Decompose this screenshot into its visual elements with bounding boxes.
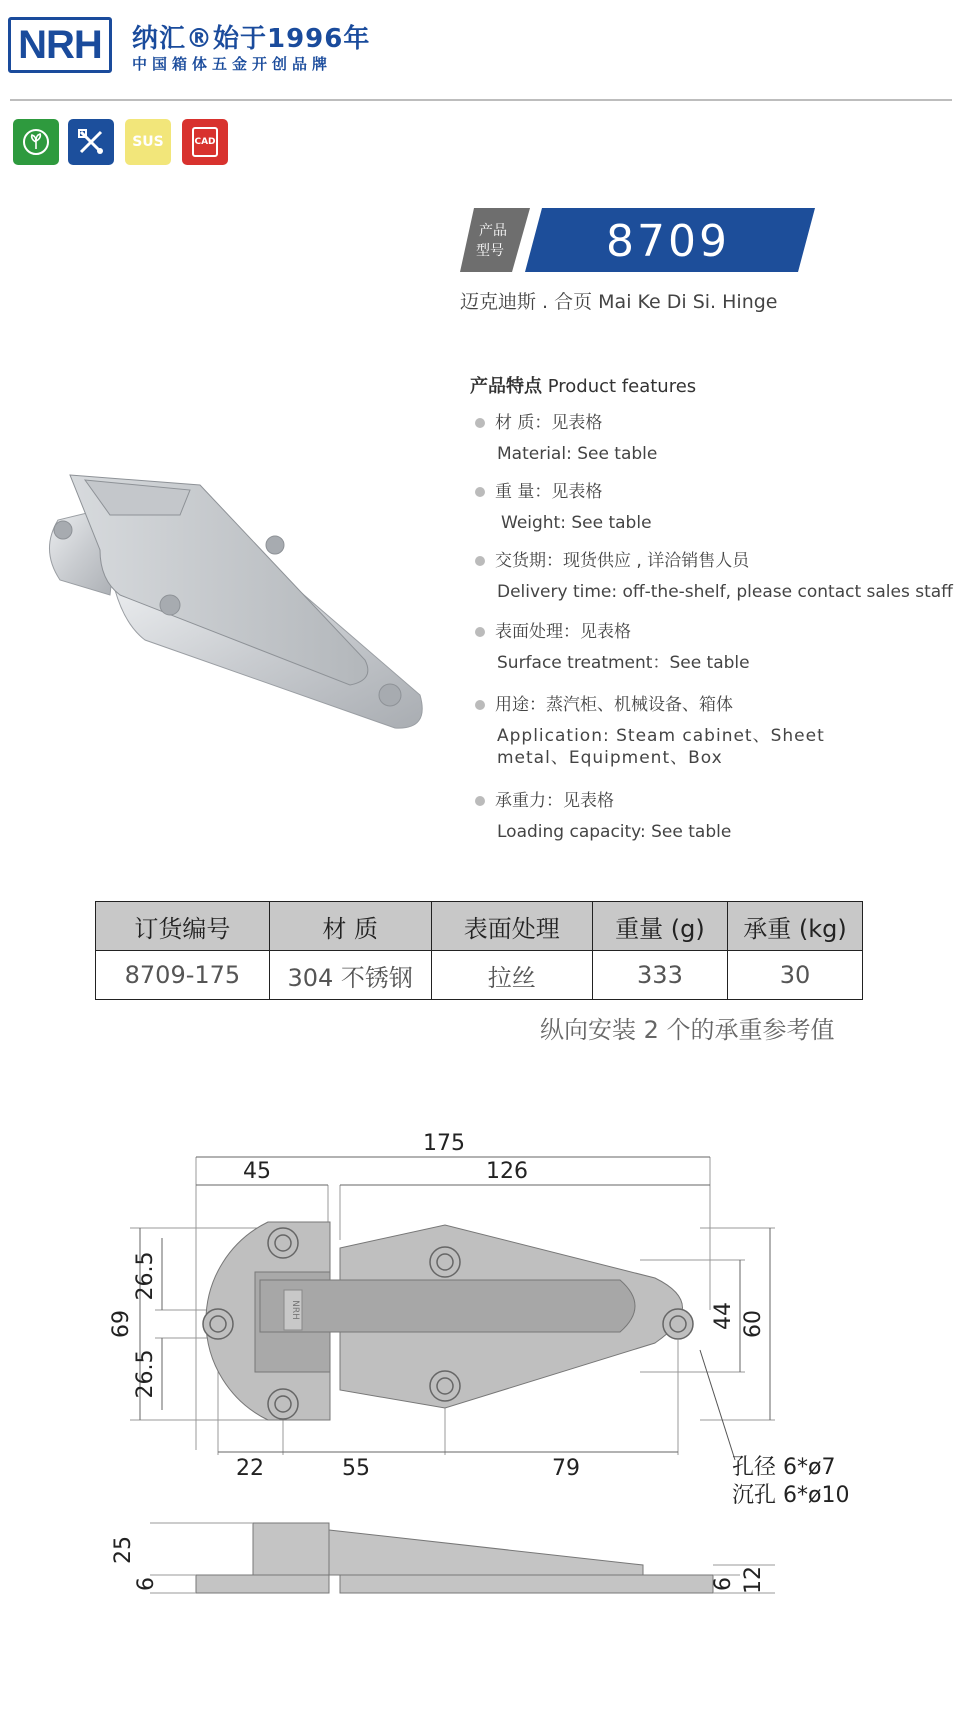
features-title [470,372,696,398]
brand-title: 纳汇®始于1996年 [132,24,371,54]
feature-material: 材 质：见表格 Material: See table [475,408,657,465]
dim-45: 45 [243,1159,271,1184]
dim-22: 22 [236,1456,264,1481]
spec-table [95,901,863,1000]
bullet-icon [475,487,485,497]
dim-6-left: 6 [134,1577,159,1591]
dim-126: 126 [486,1159,528,1184]
table-header-row [96,902,863,951]
feature-weight: 重 量：见表格 Weight: See table [475,477,652,534]
brand-tagline: 中国箱体五金开创品牌 [132,55,333,73]
feature-loading: 承重力：见表格 Loading capacity: See table [475,786,731,843]
features-title-en: Product features [547,376,697,397]
stamp-label: NRH [290,1300,300,1320]
dim-60: 60 [741,1310,766,1338]
dim-12: 12 [741,1566,766,1594]
model-label-2: 型号 [476,243,504,259]
nrh-logo: NRH [8,17,112,73]
features-title-cn: 产品特点 [470,376,542,397]
model-tag-grey [460,208,530,272]
dim-79: 79 [552,1456,580,1481]
dim-175: 175 [423,1131,465,1156]
model-number: 8709 [606,216,730,267]
col-load: 承重 (kg) [727,902,862,951]
cell-surface: 拉丝 [431,951,592,1000]
bullet-icon [475,700,485,710]
dim-26-5-bottom: 26.5 [133,1349,158,1399]
model-label-1: 产品 [479,223,507,239]
cell-material: 304 不锈钢 [269,951,431,1000]
dim-69: 69 [109,1310,134,1338]
cad-icon: CAD [182,119,228,165]
eco-leaf-icon [13,119,59,165]
cell-load: 30 [727,951,862,1000]
dim-55: 55 [342,1456,370,1481]
cell-weight: 333 [592,951,727,1000]
hole-note-1: 孔径 6*ø7 [732,1455,836,1480]
bullet-icon [475,556,485,566]
technical-drawing [0,1110,960,1610]
tools-icon [68,119,114,165]
bullet-icon [475,627,485,637]
feature-application: 用途：蒸汽柜、机械设备、箱体 Application: Steam cabinet、Sheet metal、Equipment、Box [475,690,825,769]
feature-surface: 表面处理：见表格 Surface treatment：See table [475,617,750,674]
sus-icon: SUS [125,119,171,165]
hole-note-2: 沉孔 6*ø10 [732,1483,850,1508]
cell-order-number: 8709-175 [96,951,270,1000]
col-surface: 表面处理 [431,902,592,951]
col-material: 材 质 [269,902,431,951]
load-note: 纵向安装 2 个的承重参考值 [540,1016,835,1044]
col-order-number: 订货编号 [96,902,270,951]
feature-delivery: 交货期：现货供应 , 详洽销售人员 Delivery time: off-the-shelf, please contact sales staff [475,546,953,603]
col-weight: 重量 (g) [592,902,727,951]
dim-25: 25 [111,1536,136,1564]
hinge-product-illustration [30,460,450,810]
header-divider [10,99,952,101]
dim-44: 44 [711,1302,736,1330]
product-name: 迈克迪斯 . 合页 Mai Ke Di Si. Hinge [460,291,778,313]
bullet-icon [475,796,485,806]
table-row [96,951,863,1000]
model-tag [460,208,820,272]
bullet-icon [475,418,485,428]
dim-6-right: 6 [711,1577,736,1591]
dim-26-5-top: 26.5 [133,1251,158,1301]
